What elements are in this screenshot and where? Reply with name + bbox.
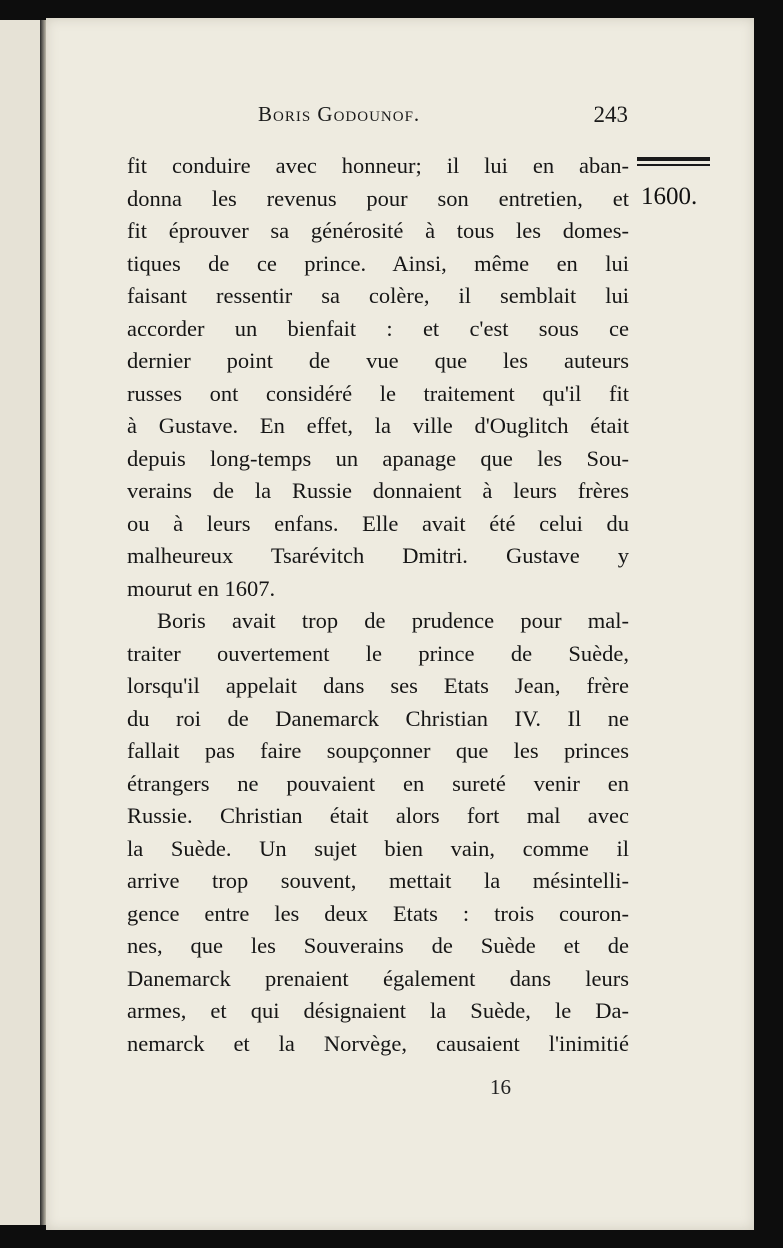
text-line: traiter ouvertement le prince de Suède,: [127, 640, 629, 666]
text-line: nemarck et la Norvège, causaient l'inimitié: [127, 1030, 629, 1056]
text-line: arrive trop souvent, mettait la mésintelli-: [127, 868, 629, 893]
signature-mark: 16: [490, 1075, 511, 1099]
text-line: fit conduire avec honneur; il lui en aban-: [127, 153, 629, 178]
text-line: donna les revenus pour son entretien, et: [127, 185, 629, 211]
margin-year: 1600.: [641, 183, 698, 210]
page-header: [258, 102, 628, 136]
text-line: fallait pas faire soupçonner que les princes: [127, 738, 629, 763]
text-line: depuis long-temps un apanage que les Sou-: [127, 445, 629, 471]
text-line: fit éprouver sa générosité à tous les domes-: [127, 218, 629, 243]
text-line: Russie. Christian était alors fort mal avec: [127, 803, 629, 828]
text-line: Danemarck prenaient également dans leurs: [127, 965, 629, 991]
margin-double-rule: [637, 157, 710, 166]
text-line: ou à leurs enfans. Elle avait été celui du: [127, 510, 629, 536]
text-line: gence entre les deux Etats : trois couron-: [127, 900, 629, 926]
text-line: étrangers ne pouvaient en sureté venir en: [127, 770, 629, 796]
text-line: malheureux Tsarévitch Dmitri. Gustave y: [127, 543, 629, 568]
text-line: du roi de Danemarck Christian IV. Il ne: [127, 705, 629, 731]
text-line: tiques de ce prince. Ainsi, même en lui: [127, 250, 629, 276]
text-line: dernier point de vue que les auteurs: [127, 348, 629, 373]
text-line: accorder un bienfait : et c'est sous ce: [127, 315, 629, 341]
text-line: armes, et qui désignaient la Suède, le Da-: [127, 998, 629, 1023]
facing-page-edge: [0, 20, 41, 1225]
text-line: russes ont considéré le traitement qu'il fit: [127, 380, 629, 406]
text-line: mourut en 1607.: [127, 575, 276, 601]
running-title: Boris Godounof.: [258, 102, 421, 126]
text-line: Boris avait trop de prudence pour mal-: [157, 608, 629, 633]
text-line: verains de la Russie donnaient à leurs frères: [127, 478, 629, 503]
page-number: 243: [593, 102, 628, 127]
text-line: à Gustave. En effet, la ville d'Ouglitch était: [127, 413, 629, 438]
text-line: nes, que les Souverains de Suède et de: [127, 933, 629, 958]
body-text: [127, 150, 629, 1060]
text-line: la Suède. Un sujet bien vain, comme il: [127, 835, 629, 861]
text-line: lorsqu'il appelait dans ses Etats Jean, frère: [127, 673, 629, 698]
text-line: faisant ressentir sa colère, il semblait lui: [127, 283, 629, 308]
